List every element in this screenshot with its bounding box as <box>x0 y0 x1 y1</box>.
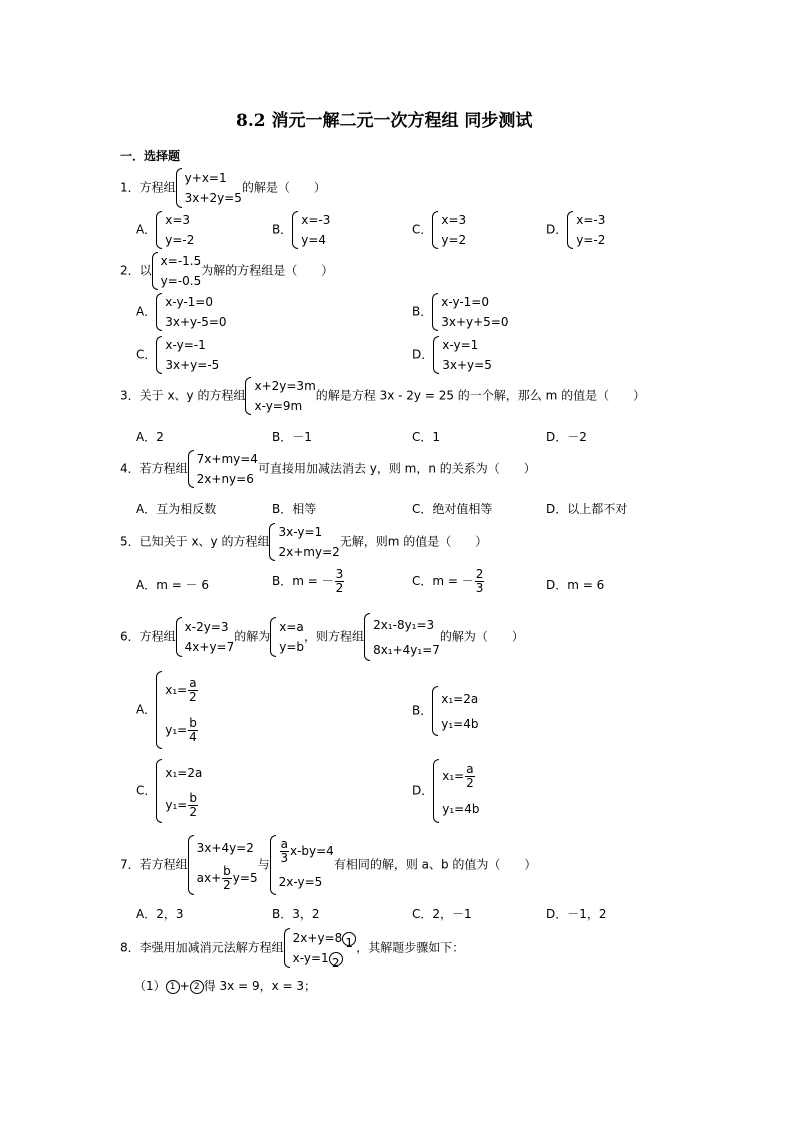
option-1d[interactable]: D． x=-3 y=-2 <box>546 213 606 247</box>
equation-system: 2x+y=8 1 x-y=1 2 <box>284 928 357 968</box>
question-7: 7．若方程组 3x+4y=2 ax+ $\frac{b}{2}$ y=5 与 $\frac{a}{3}$ x-by=4 2x-y=5 有相同的解，则 a、b 的值为（ ） <box>120 834 536 896</box>
option-1a[interactable]: A． x=3 y=-2 <box>136 213 195 247</box>
circled-number-icon: 2 <box>190 980 204 994</box>
option-7b[interactable]: B．3，2 <box>272 907 320 921</box>
option-7a[interactable]: A．2，3 <box>136 907 184 921</box>
question-number: 1． <box>120 180 140 195</box>
equation-system: 7x+my=4 2x+ny=6 <box>188 449 258 489</box>
equation-system: x=-1.5 y=-0.5 <box>152 251 202 291</box>
question-8: 8．李强用加减消元法解方程组 2x+y=8 1 x-y=1 2 ，其解题步骤如下： <box>120 928 464 968</box>
option-5b[interactable]: B．m = － $\frac{3}{2}$ <box>272 567 344 595</box>
option-4c[interactable]: C．绝对值相等 <box>412 502 493 516</box>
circled-number-icon: 1 <box>342 932 356 946</box>
equation-system: y+x=1 3x+2y=5 <box>176 168 242 208</box>
option-1b[interactable]: B． x=-3 y=4 <box>272 213 331 247</box>
option-2b[interactable]: B． x-y-1=0 3x+y+5=0 <box>412 295 509 329</box>
option-3b[interactable]: B．－1 <box>272 430 312 444</box>
option-2d[interactable]: D． x-y=1 3x+y=5 <box>412 338 492 372</box>
option-3a[interactable]: A．2 <box>136 430 164 444</box>
circled-number-icon: 2 <box>329 952 343 966</box>
option-3d[interactable]: D．－2 <box>546 430 587 444</box>
option-4b[interactable]: B．相等 <box>272 502 317 516</box>
equation-system: 3x+4y=2 ax+ $\frac{b}{2}$ y=5 <box>188 834 258 896</box>
question-5: 5．已知关于 x、y 的方程组 3x-y=1 2x+my=2 无解，则m 的值是（ ） <box>120 522 487 562</box>
option-5d[interactable]: D．m = 6 <box>546 578 605 592</box>
option-7d[interactable]: D．－1，2 <box>546 907 607 921</box>
equation-system: x=a y=b <box>270 617 304 657</box>
option-5c[interactable]: C．m = － $\frac{2}{3}$ <box>412 567 484 595</box>
section-heading: 一．选择题 <box>120 149 181 163</box>
question-1 <box>120 168 326 208</box>
question-text: 的解是（ ） <box>241 180 326 195</box>
question-text: 方程组 <box>139 180 176 195</box>
equation-system: 2x₁-8y₁=3 8x₁+4y₁=7 <box>364 612 440 662</box>
option-6a[interactable]: A． x₁= $\frac{a}{2}$ y₁= $\frac{b}{4}$ <box>136 670 199 750</box>
question-4: 4．若方程组 7x+my=4 2x+ny=6 可直接用加减法消去 y，则 m，n 的关系为（ ） <box>120 449 536 489</box>
option-7c[interactable]: C．2，－1 <box>412 907 472 921</box>
question-3: 3．关于 x、y 的方程组 x+2y=3m x-y=9m 的解是方程 3x - 2y = 25 的一个解，那么 m 的值是（ ） <box>120 376 645 416</box>
page-title: 8.2 消元一解二元一次方程组 同步测试 <box>236 111 533 131</box>
option-2c[interactable]: C． x-y=-1 3x+y=-5 <box>136 338 220 372</box>
solution-step-1: （1） 1 + 2 得 3x = 9，x = 3； <box>134 979 316 993</box>
option-3c[interactable]: C．1 <box>412 430 441 444</box>
option-5a[interactable]: A．m = － 6 <box>136 578 210 592</box>
option-2a[interactable]: A． x-y-1=0 3x+y-5=0 <box>136 295 227 329</box>
circled-number-icon: 1 <box>166 980 180 994</box>
question-6: 6．方程组 x-2y=3 4x+y=7 的解为 x=a y=b ，则方程组 2x₁-8y₁=3 8x₁+4y₁=7 的解为（ ） <box>120 612 524 662</box>
equation-system: $\frac{a}{3}$ x-by=4 2x-y=5 <box>270 834 334 896</box>
question-2: 2．以 x=-1.5 y=-0.5 为解的方程组是（ ） <box>120 251 333 291</box>
equation-system: 3x-y=1 2x+my=2 <box>269 522 339 562</box>
equation-system: x-2y=3 4x+y=7 <box>176 617 235 657</box>
option-6d[interactable]: D． x₁= $\frac{a}{2}$ y₁=4b <box>412 758 479 824</box>
option-1c[interactable]: C． x=3 y=2 <box>412 213 467 247</box>
option-4a[interactable]: A．互为相反数 <box>136 502 217 516</box>
option-6c[interactable]: C． x₁=2a y₁= $\frac{b}{2}$ <box>136 758 202 824</box>
option-6b[interactable]: B． x₁=2a y₁=4b <box>412 686 478 736</box>
option-4d[interactable]: D．以上都不对 <box>546 502 628 516</box>
equation-system: x+2y=3m x-y=9m <box>245 376 315 416</box>
